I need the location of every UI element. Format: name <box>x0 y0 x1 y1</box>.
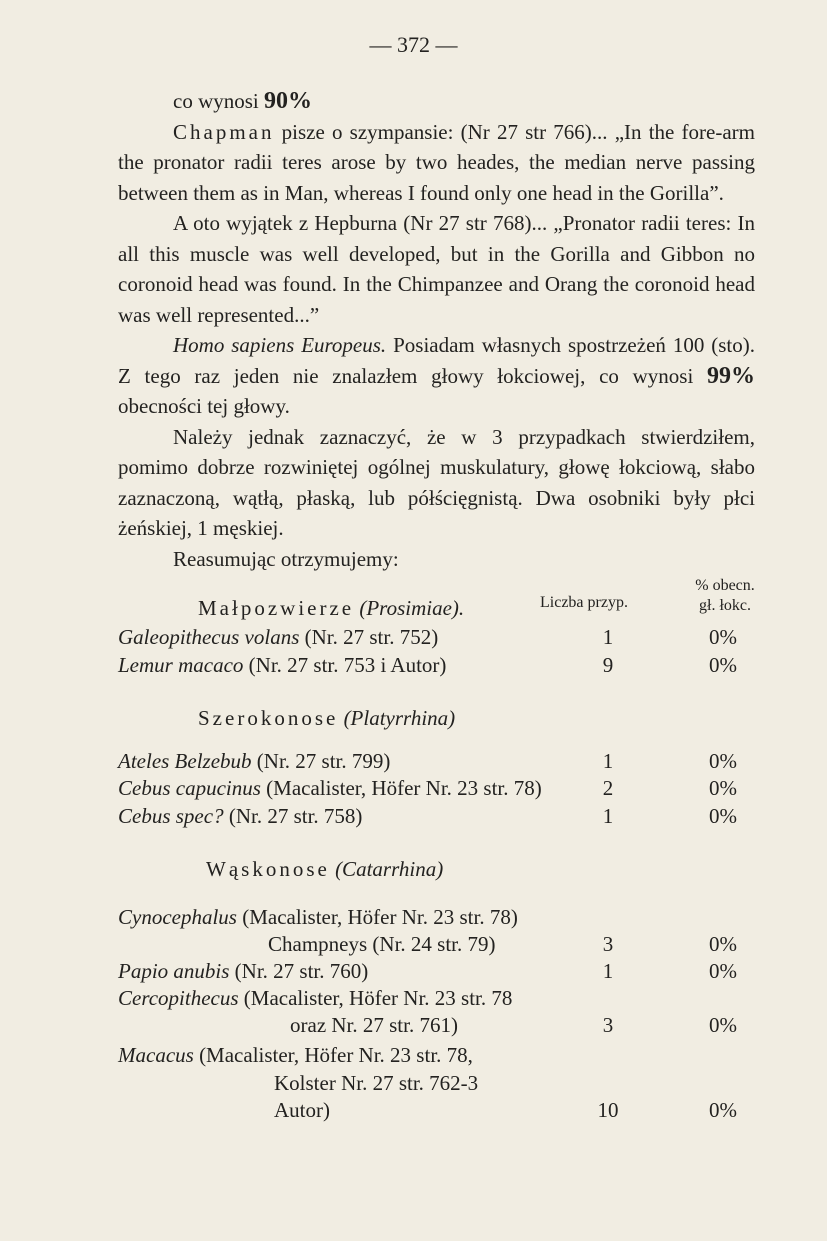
reference-continued: Kolster Nr. 27 str. 762-3 <box>274 1071 479 1095</box>
count-cell: 9 <box>602 653 614 677</box>
row-label <box>118 902 518 932</box>
pct-cell: 0% <box>709 1013 737 1037</box>
percentage-value: 90% <box>264 88 312 114</box>
row-label <box>118 773 542 803</box>
species-name: Homo sapiens Europeus. <box>173 333 387 357</box>
pct-cell: 0% <box>709 959 737 983</box>
reference-continued: Autor) <box>274 1098 330 1122</box>
reference: (Macalister, Höfer Nr. 23 str. 78) <box>260 776 542 800</box>
paragraph-3 <box>118 208 755 330</box>
species-name: Ateles Belzebub <box>118 749 252 773</box>
group-heading <box>198 596 464 621</box>
paragraph-4 <box>118 330 755 422</box>
paragraph-text: A oto wyjątek z Hepburna (Nr 27 str 768)... „Pronator radii teres: In all this muscle was well developed, but in the Gorilla and Gibbon no coronoid head was found. In the Chimpanzee and Orang the coronoid head was well represented...” <box>118 211 755 327</box>
count-cell: 1 <box>602 749 614 773</box>
row-label <box>118 801 362 831</box>
row-label <box>118 956 368 986</box>
paragraph-text: obecności tej głowy. <box>118 394 290 418</box>
pct-cell: 0% <box>709 1098 737 1122</box>
count-cell: 1 <box>602 959 614 983</box>
count-cell: 1 <box>602 625 614 649</box>
paragraph-1 <box>118 86 755 117</box>
species-name: Papio anubis <box>118 959 230 983</box>
pct-cell: 0% <box>709 776 737 800</box>
species-name: Cynocephalus <box>118 905 237 929</box>
table-row <box>118 650 768 680</box>
reference: (Macalister, Höfer Nr. 23 str. 78, <box>193 1043 473 1067</box>
count-cell: 1 <box>602 804 614 828</box>
pct-cell: 0% <box>709 653 737 677</box>
author-name: Chapman <box>173 119 275 144</box>
species-name: Lemur macaco <box>118 653 244 677</box>
reference: (Macalister, Höfer Nr. 23 str. 78 <box>238 986 513 1010</box>
species-name: Cercopithecus <box>118 986 239 1010</box>
table-row <box>118 956 768 986</box>
header-pct-line-1: % obecn. <box>695 577 755 594</box>
table-row <box>118 929 768 959</box>
species-name: Cebus capucinus <box>118 776 261 800</box>
table-row <box>118 801 768 831</box>
count-cell: 3 <box>602 932 614 956</box>
pct-cell: 0% <box>709 804 737 828</box>
row-label <box>118 983 512 1013</box>
row-label <box>118 746 390 776</box>
group-latin: (Platyrrhina) <box>343 706 456 730</box>
group-label: Małpozwierze <box>198 596 355 620</box>
table-row <box>118 902 768 932</box>
group-heading <box>198 706 455 731</box>
count-cell: 3 <box>602 1013 614 1037</box>
paragraph-5 <box>118 422 755 544</box>
table-row <box>118 746 768 776</box>
table-row <box>118 622 768 652</box>
paragraph-2 <box>118 117 755 209</box>
group-latin: (Catarrhina) <box>335 857 444 881</box>
group-latin: (Prosimiae). <box>359 596 465 620</box>
table-row <box>118 1040 768 1070</box>
reference: (Nr. 27 str. 753 i Autor) <box>243 653 447 677</box>
reference: (Nr. 27 str. 752) <box>299 625 439 649</box>
reference: (Nr. 27 str. 799) <box>251 749 391 773</box>
paragraph-text: Należy jednak zaznaczyć, że w 3 przypadkach stwierdziłem, pomimo dobrze rozwiniętej ogólnej muskulatury, głowę łokciową, słabo zaznaczoną, wątłą, płaską, lub półścięgnistą. Dwa osobniki były płci żeńskiej, 1 męskiej. <box>118 424 755 540</box>
paragraph-text: pisze o szympansie: (Nr 27 str 766)... „In the fore-arm the pronator radii teres arose by two heades, the median nerve passing between them as in Man, whereas I found only one head in the Gorilla”. <box>118 119 755 205</box>
table-row <box>118 1010 768 1040</box>
group-heading <box>206 857 443 882</box>
count-cell: 10 <box>597 1098 619 1122</box>
pct-cell: 0% <box>709 625 737 649</box>
page-number: — 372 — <box>369 32 458 57</box>
row-label <box>118 1040 473 1070</box>
reference-continued: oraz Nr. 27 str. 761) <box>290 1013 458 1037</box>
group-label: Szerokonose <box>198 706 339 730</box>
header-pct-line-2: gł. łokc. <box>699 597 751 614</box>
paragraph-6 <box>118 544 755 575</box>
table-row <box>118 983 768 1013</box>
species-name: Galeopithecus volans <box>118 625 300 649</box>
pct-cell: 0% <box>709 932 737 956</box>
reference: (Macalister, Höfer Nr. 23 str. 78) <box>236 905 518 929</box>
table-row <box>118 773 768 803</box>
reference: (Nr. 27 str. 758) <box>223 804 363 828</box>
table-row <box>118 1095 768 1125</box>
body-text <box>118 86 755 574</box>
paragraph-text: Posiadam własnych spostrzeżeń 100 (sto). Z tego raz jeden nie znalazłem głowy łokciowej, co wynosi <box>118 333 756 388</box>
row-label <box>118 622 438 652</box>
table-row <box>118 1068 768 1098</box>
header-percentage <box>682 576 768 616</box>
percentage-value: 99% <box>707 362 755 389</box>
pct-cell: 0% <box>709 749 737 773</box>
count-cell: 2 <box>602 776 614 800</box>
header-count: Liczba przyp. <box>540 594 628 611</box>
species-name: Cebus spec? <box>118 804 224 828</box>
paragraph-text: Reasumując otrzymujemy: <box>173 546 399 571</box>
row-label <box>118 650 446 680</box>
reference-continued: Champneys (Nr. 24 str. 79) <box>268 932 496 956</box>
reference: (Nr. 27 str. 760) <box>229 959 369 983</box>
group-label: Wąskonose <box>206 857 330 881</box>
species-name: Macacus <box>118 1043 194 1067</box>
paragraph-text: co wynosi <box>173 89 264 113</box>
